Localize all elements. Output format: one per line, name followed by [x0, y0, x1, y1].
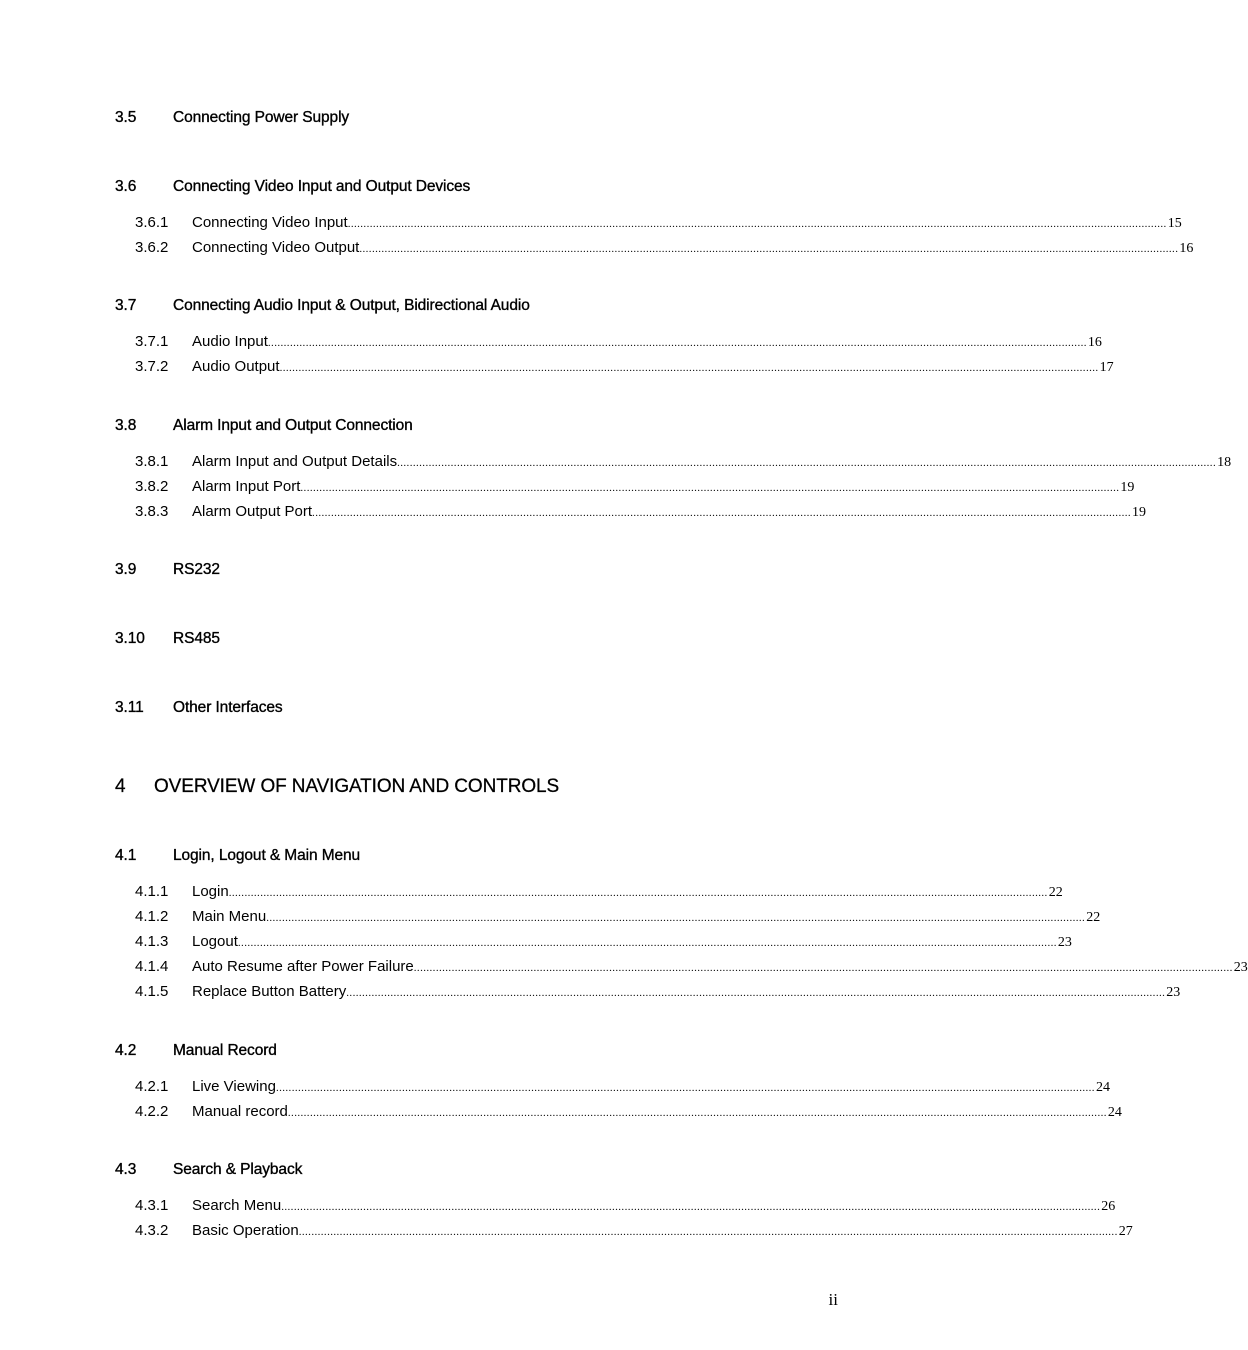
entry-number: 3.6.2 [135, 239, 169, 256]
entry-title: Connecting Video Output [192, 239, 360, 256]
heading-number: 3.5 [115, 109, 137, 126]
toc-entry[interactable] [135, 453, 1232, 473]
entry-title: Alarm Output Port [192, 503, 313, 520]
heading-number: 4.1 [115, 847, 137, 864]
heading-number: 4.3 [115, 1161, 137, 1178]
dot-leader: .................................................................................................................................................................................................................................................................... [266, 912, 1086, 924]
heading-title: Connecting Video Input and Output Devices [173, 178, 471, 195]
entry-title: Live Viewing [192, 1078, 276, 1095]
heading-number: 4.2 [115, 1042, 137, 1059]
toc-entry[interactable] [135, 933, 1072, 953]
toc-entry[interactable] [135, 239, 1194, 259]
page-number: ii [828, 1290, 838, 1309]
entry-page-number: 23 [1166, 985, 1181, 1000]
heading-title: Manual Record [173, 1042, 277, 1059]
entry-title: Logout [192, 933, 238, 950]
dot-leader: .................................................................................................................................................................................................................................................................... [347, 218, 1167, 230]
heading-number: 3.8 [115, 417, 137, 434]
entry-title: Audio Input [192, 333, 268, 350]
entry-page-number: 23 [1057, 935, 1072, 950]
entry-line [192, 503, 1147, 521]
entry-line [192, 1197, 1116, 1215]
dot-leader: .................................................................................................................................................................................................................................................................... [298, 1226, 1118, 1238]
entry-line [192, 478, 1135, 496]
entry-line [192, 958, 1248, 976]
entry-page-number: 17 [1099, 360, 1114, 375]
dot-leader: .................................................................................................................................................................................................................................................................... [312, 507, 1132, 519]
entry-title: Basic Operation [192, 1222, 299, 1239]
entry-title: Main Menu [192, 908, 267, 925]
entry-line [192, 214, 1182, 232]
entry-line [192, 883, 1063, 901]
entry-page-number: 22 [1086, 910, 1101, 925]
entry-number: 3.7.1 [135, 333, 169, 350]
entry-line [192, 358, 1114, 376]
entry-number: 4.2.2 [135, 1103, 169, 1120]
heading-title: Connecting Power Supply [173, 109, 350, 126]
toc-entry[interactable] [135, 883, 1063, 903]
heading-title: OVERVIEW OF NAVIGATION AND CONTROLS [154, 776, 560, 797]
entry-page-number: 19 [1120, 480, 1135, 495]
heading-number: 3.10 [115, 630, 145, 647]
dot-leader: .................................................................................................................................................................................................................................................................... [413, 962, 1233, 974]
entry-line [192, 933, 1072, 951]
entry-number: 4.3.1 [135, 1197, 169, 1214]
entry-page-number: 24 [1107, 1105, 1122, 1120]
toc-entry[interactable] [135, 478, 1135, 498]
heading-title: RS485 [173, 630, 220, 647]
entry-page-number: 24 [1095, 1080, 1110, 1095]
dot-leader: .................................................................................................................................................................................................................................................................... [287, 1107, 1107, 1119]
entry-number: 3.8.1 [135, 453, 169, 470]
entry-number: 4.1.5 [135, 983, 169, 1000]
entry-title: Audio Output [192, 358, 280, 375]
entry-line [192, 453, 1232, 471]
toc-entry[interactable] [135, 358, 1114, 378]
entry-line [192, 1103, 1122, 1121]
heading-number: 3.11 [115, 699, 144, 716]
entry-title: Search Menu [192, 1197, 282, 1214]
entry-page-number: 16 [1179, 241, 1194, 256]
heading-title: Other Interfaces [173, 699, 283, 716]
entry-title: Manual record [192, 1103, 288, 1120]
entry-page-number: 18 [1217, 455, 1232, 470]
entry-number: 4.1.1 [135, 883, 169, 900]
toc-entry[interactable] [135, 983, 1181, 1003]
entry-number: 4.1.2 [135, 908, 169, 925]
entry-line [192, 1078, 1110, 1096]
entry-number: 4.1.4 [135, 958, 169, 975]
heading-number: 4 [115, 776, 126, 797]
toc-entry[interactable] [135, 958, 1248, 978]
entry-line [192, 908, 1101, 926]
entry-page-number: 23 [1233, 960, 1248, 975]
dot-leader: .................................................................................................................................................................................................................................................................... [228, 887, 1048, 899]
toc-entry[interactable] [135, 1197, 1116, 1217]
entry-title: Alarm Input Port [192, 478, 301, 495]
entry-line [192, 1222, 1133, 1240]
dot-leader: .................................................................................................................................................................................................................................................................... [281, 1201, 1101, 1213]
entry-page-number: 16 [1087, 335, 1102, 350]
entry-title: Login [192, 883, 229, 900]
heading-number: 3.7 [115, 297, 137, 314]
toc-entry[interactable] [135, 214, 1182, 234]
entry-number: 3.8.3 [135, 503, 169, 520]
toc-entry[interactable] [135, 1078, 1110, 1098]
heading-number: 3.9 [115, 561, 137, 578]
dot-leader: .................................................................................................................................................................................................................................................................... [346, 987, 1166, 999]
heading-number: 3.6 [115, 178, 137, 195]
toc-entry[interactable] [135, 908, 1101, 928]
heading-title: Alarm Input and Output Connection [173, 417, 413, 434]
entry-page-number: 15 [1167, 216, 1182, 231]
heading-title: Connecting Audio Input & Output, Bidirectional Audio [173, 297, 530, 314]
entry-title: Connecting Video Input [192, 214, 348, 231]
entry-number: 3.6.1 [135, 214, 169, 231]
entry-title: Auto Resume after Power Failure [192, 958, 414, 975]
dot-leader: .................................................................................................................................................................................................................................................................... [275, 1082, 1095, 1094]
entry-page-number: 27 [1118, 1224, 1133, 1239]
heading-title: Login, Logout & Main Menu [173, 847, 361, 864]
toc-entry[interactable] [135, 503, 1147, 523]
entry-line [192, 239, 1194, 257]
dot-leader: .................................................................................................................................................................................................................................................................... [397, 457, 1217, 469]
entry-number: 4.2.1 [135, 1078, 169, 1095]
entry-number: 3.7.2 [135, 358, 169, 375]
toc-entry[interactable] [135, 1222, 1133, 1242]
entry-line [192, 983, 1181, 1001]
dot-leader: .................................................................................................................................................................................................................................................................... [267, 337, 1087, 349]
entry-title: Alarm Input and Output Details [192, 453, 398, 470]
entry-number: 3.8.2 [135, 478, 169, 495]
heading-title: RS232 [173, 561, 220, 578]
entry-number: 4.1.3 [135, 933, 169, 950]
entry-page-number: 22 [1048, 885, 1063, 900]
entry-page-number: 26 [1101, 1199, 1116, 1214]
dot-leader: .................................................................................................................................................................................................................................................................... [279, 362, 1099, 374]
toc-entry[interactable] [135, 1103, 1122, 1123]
entry-page-number: 19 [1132, 505, 1147, 520]
entry-number: 4.3.2 [135, 1222, 169, 1239]
dot-leader: .................................................................................................................................................................................................................................................................... [359, 243, 1179, 255]
dot-leader: .................................................................................................................................................................................................................................................................... [237, 937, 1057, 949]
dot-leader: .................................................................................................................................................................................................................................................................... [300, 482, 1120, 494]
entry-line [192, 333, 1102, 351]
entry-title: Replace Button Battery [192, 983, 347, 1000]
toc-entry[interactable] [135, 333, 1102, 353]
heading-title: Search & Playback [173, 1161, 303, 1178]
